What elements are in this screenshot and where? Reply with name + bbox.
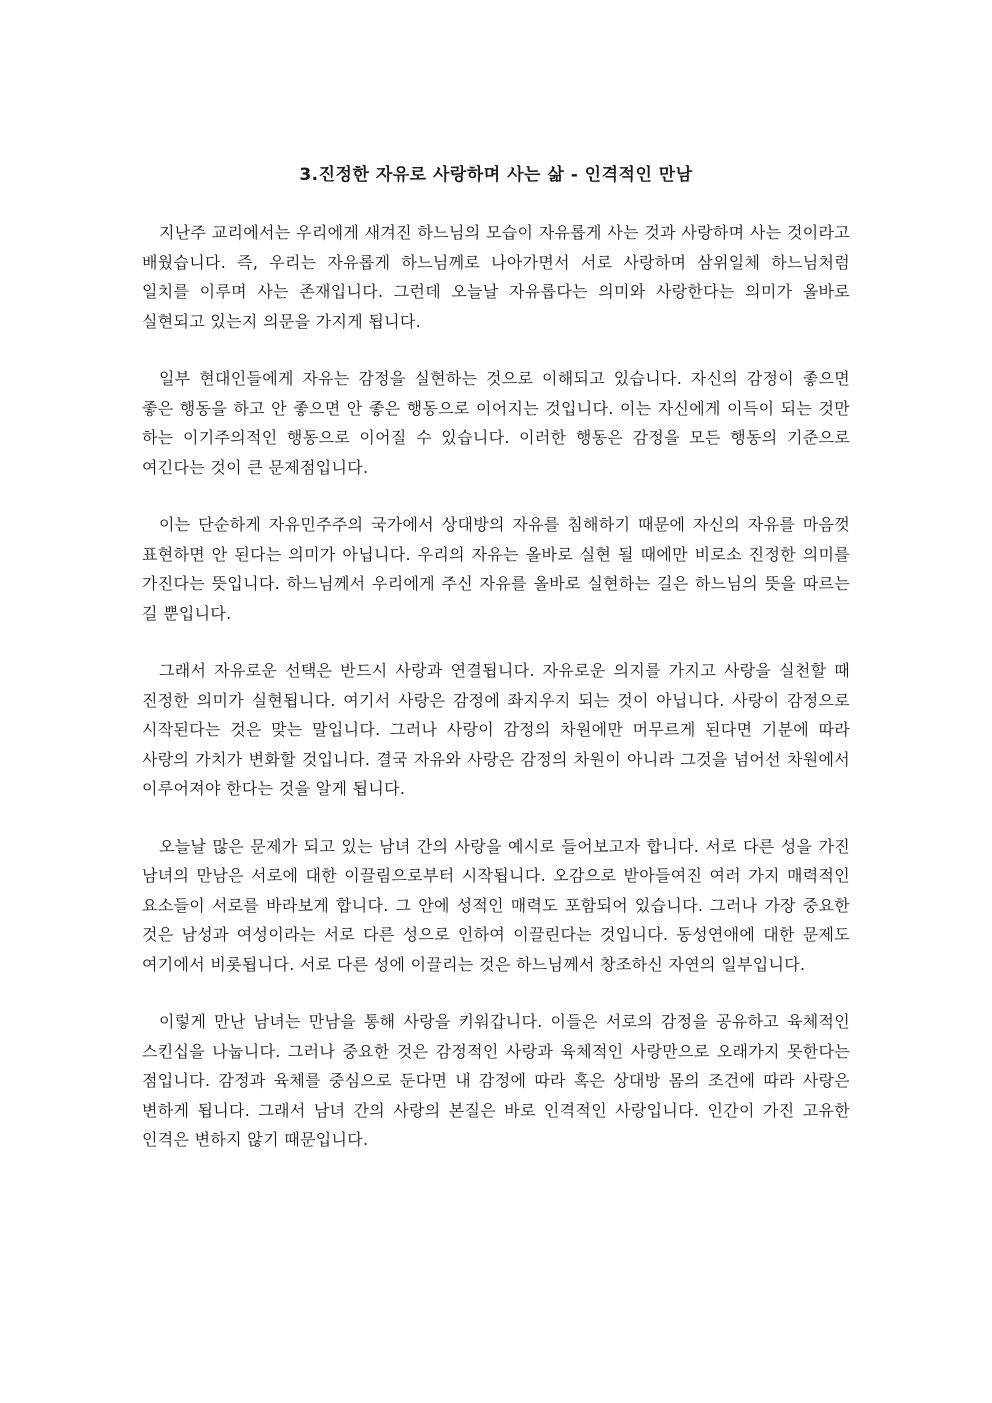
paragraph-2: 일부 현대인들에게 자유는 감정을 실현하는 것으로 이해되고 있습니다. 자신의 감정이 좋으면 좋은 행동을 하고 안 좋으면 안 좋은 행동으로 이어지는 것입니다. 이는 자신에게 이득이 되는 것만 하는 이기주의적인 행동으로 이어질 수 있습니다. 이러한 행동은 감정을 모든 행동의 기준으로 여긴다는 것이 큰 문제점입니다. xyxy=(142,369,850,477)
paragraph-6: 이렇게 만난 남녀는 만남을 통해 사랑을 키워갑니다. 이들은 서로의 감정을 공유하고 육체적인 스킨십을 나눕니다. 그러나 중요한 것은 감정적인 사랑과 육체적인 사랑만으로 오래가지 못한다는 점입니다. 감정과 육체를 중심으로 둔다면 내 감정에 따라 혹은 상대방 몸의 조건에 따라 사랑은 변하게 됩니다. 그래서 남녀 간의 사랑의 본질은 바로 인격적인 사랑입니다. 인간이 가진 고유한 인격은 변하지 않기 때문입니다. xyxy=(142,1012,850,1149)
document-body xyxy=(142,218,850,1183)
paragraph-4: 그래서 자유로운 선택은 반드시 사랑과 연결됩니다. 자유로운 의지를 가지고 사랑을 실천할 때 진정한 의미가 실현됩니다. 여기서 사랑은 감정에 좌지우지 되는 것이 아닙니다. 사랑이 감정으로 시작된다는 것은 맞는 말입니다. 그러나 사랑이 감정의 차원에만 머무르게 된다면 기분에 따라 사랑의 가치가 변화할 것입니다. 결국 자유와 사랑은 감정의 차원이 아니라 그것을 넘어선 차원에서 이루어져야 한다는 것을 알게 됩니다. xyxy=(142,661,850,798)
paragraph-1: 지난주 교리에서는 우리에게 새겨진 하느님의 모습이 자유롭게 사는 것과 사랑하며 사는 것이라고 배웠습니다. 즉, 우리는 자유롭게 하느님께로 나아가면서 서로 사랑하며 삼위일체 하느님처럼 일치를 이루며 사는 존재입니다. 그런데 오늘날 자유롭다는 의미와 사랑한다는 의미가 올바로 실현되고 있는지 의문을 가지게 됩니다. xyxy=(142,223,850,331)
paragraph-5: 오늘날 많은 문제가 되고 있는 남녀 간의 사랑을 예시로 들어보고자 합니다. 서로 다른 성을 가진 남녀의 만남은 서로에 대한 이끌림으로부터 시작됩니다. 오감으로 받아들여진 여러 가지 매력적인 요소들이 서로를 바라보게 합니다. 그 안에 성적인 매력도 포함되어 있습니다. 그러나 가장 중요한 것은 남성과 여성이라는 서로 다른 성으로 인하여 이끌린다는 것입니다. 동성연애에 대한 문제도 여기에서 비롯됩니다. 서로 다른 성에 이끌리는 것은 하느님께서 창조하신 자연의 일부입니다. xyxy=(142,836,850,974)
page-title: 3.진정한 자유로 사랑하며 사는 삶 - 인격적인 만남 xyxy=(299,165,693,185)
paragraph-3: 이는 단순하게 자유민주주의 국가에서 상대방의 자유를 침해하기 때문에 자신의 자유를 마음껏 표현하면 안 된다는 의미가 아닙니다. 우리의 자유는 올바로 실현 될 때에만 비로소 진정한 의미를 가진다는 뜻입니다. 하느님께서 우리에게 주신 자유를 올바로 실현하는 길은 하느님의 뜻을 따르는 길 뿐입니다. xyxy=(142,515,850,623)
